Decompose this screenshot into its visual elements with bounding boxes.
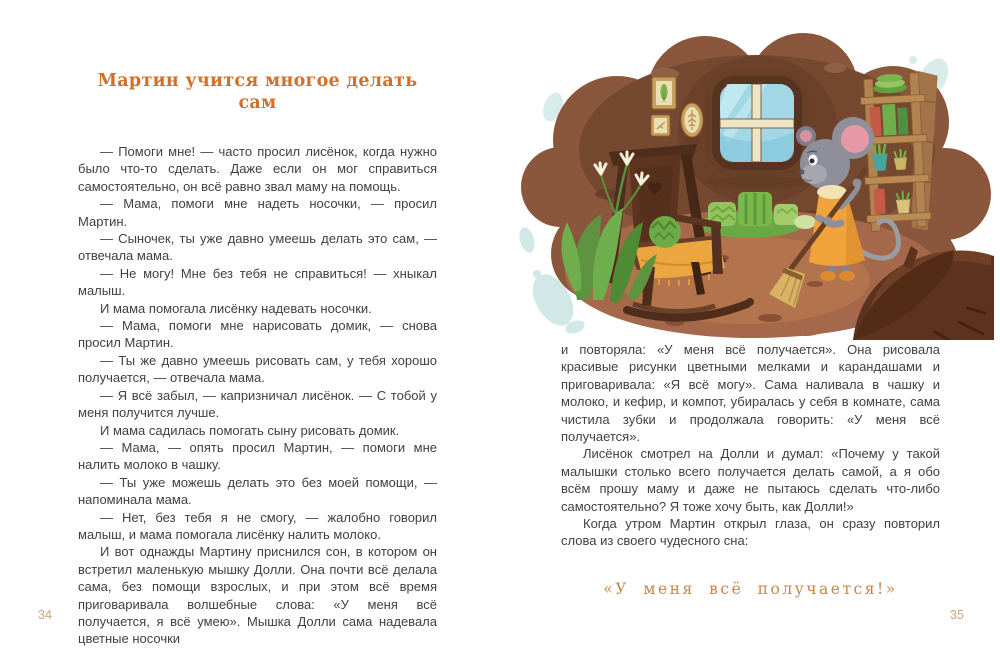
paragraph: — Мама, — опять просил Мартин, — помоги мне налить молоко в чашку.	[78, 439, 437, 473]
paragraph: И мама помогала лисёнку надевать носочки.	[100, 300, 372, 316]
paragraph: — Я всё забыл, — капризничал лисёнок. — С тобой у меня получится лучше.	[78, 387, 437, 421]
paragraph: И вот однажды Мартину приснился сон, в котором он встретил маленькую мышку Долли. Она почти всё делала сама, без помощи взрослых, и при этом всё время приговаривала волшебные слова: «У меня всё получается, я всё умею». Мышка Долли сама надевала цветные носочки	[78, 544, 437, 647]
paragraph: — Не могу! Мне без тебя не справиться! — хныкал малыш.	[78, 265, 437, 299]
right-page	[561, 341, 940, 598]
paragraph: — Ты же давно умеешь рисовать сам, у тебя хорошо получается, — отвечала мама.	[78, 352, 437, 386]
left-page-body	[78, 143, 437, 648]
paragraph: — Мама, помоги мне надеть носочки, — просил Мартин.	[78, 196, 437, 229]
right-page-body	[561, 341, 940, 550]
window	[705, 70, 809, 188]
paragraph: Когда утром Мартин открыл глаза, он сразу повторил слова из своего чудесного сна:	[561, 516, 940, 549]
illustration-mouse-sweeping-burrow	[515, 22, 995, 340]
paragraph: — Сыночек, ты уже давно умеешь делать это сам, — отвечала мама.	[78, 231, 437, 264]
page-number-right: 35	[950, 608, 964, 622]
chapter-title: Мартин учится многое делать сам	[97, 71, 418, 113]
paragraph: И мама садилась помогать сыну рисовать домик.	[100, 422, 400, 438]
page-number-left: 34	[38, 608, 52, 622]
left-page	[78, 70, 437, 648]
paragraph: — Мама, помоги мне нарисовать домик, — снова просил Мартин.	[78, 318, 437, 351]
paragraph: — Нет, без тебя я не смогу, — жалобно говорил малыш, и мама помогала лисёнку налить молоко.	[78, 509, 437, 542]
paragraph: и повторяла: «У меня всё получается». Она рисовала красивые рисунки цветными мелками и карандашами и приговаривала: «Я всё могу». Сама наливала в чашку и молоко, и кефир, и компот, убиралась у себя в комнате, сама чистила зубки и продолжала говорить: «У меня всё получается».	[561, 342, 940, 445]
paragraph: Лисёнок смотрел на Долли и думал: «Почему у такой малышки столько всего получается делать самой, а я обо всём прошу маму и даже не пытаюсь сделать что-либо самостоятельно? Я тоже хочу быть, как Долли!»	[561, 446, 940, 514]
paragraph: — Ты уже можешь делать это без моей помощи, — напоминала мама.	[78, 474, 437, 508]
paragraph: — Помоги мне! — часто просил лисёнок, когда нужно было что-то сделать. Даже если он мог справиться самостоятельно, он всё равно звал маму на помощь.	[78, 144, 437, 194]
magic-quote: «У меня всё получается!»	[603, 579, 898, 598]
